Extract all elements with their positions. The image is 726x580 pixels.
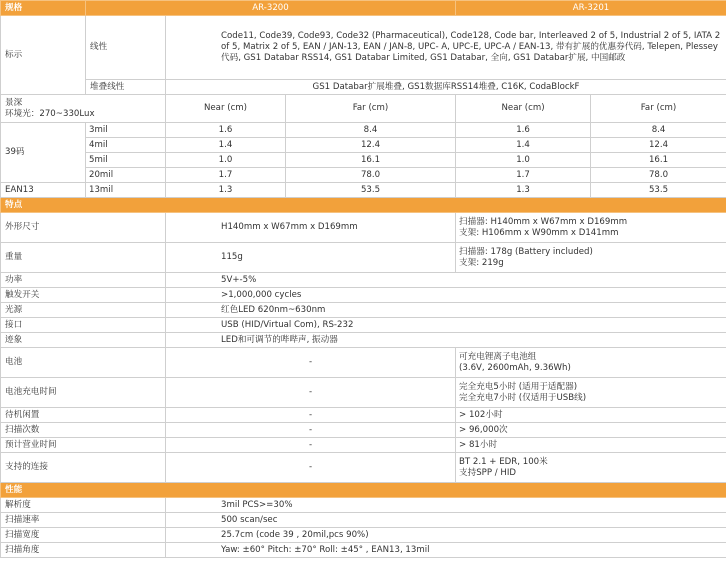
a-far-header: Far (cm) [286,95,456,123]
feature-value-b-line: 可充电锂离子电池组 [459,351,537,362]
feature-label: 预计营业时间 [1,438,166,453]
b-far-header: Far (cm) [591,95,726,123]
a-near: 1.0 [166,153,286,168]
feature-label: 触发开关 [1,288,166,303]
feature-value-b-line: 扫描器: H140mm x W67mm x D169mm [459,216,628,227]
feature-label: 功率 [1,273,166,288]
table-row [1,273,726,288]
performance-value: 3mil PCS>=30% [166,498,726,513]
table-row [1,423,726,438]
feature-value-a: - [166,438,456,453]
feature-value-b [456,348,726,378]
b-far: 8.4 [591,123,726,138]
table-row [1,378,726,408]
table-row [1,333,726,348]
resolution: 4mil [86,138,166,153]
table-row [1,543,726,558]
feature-value-b-line: 完全充电7小时 (仅适用于USB线) [459,392,587,403]
depth-group-ean13: EAN13 [1,183,86,198]
feature-value-b-line: 支持SPP / HID [459,467,517,478]
b-far: 16.1 [591,153,726,168]
b-near: 1.3 [456,183,591,198]
table-row [1,348,726,378]
table-row [1,138,726,153]
feature-value-b: > 102小时 [456,408,726,423]
symbology-stacked-row [1,80,726,95]
performance-value: 25.7cm (code 39 , 20mil,pcs 90%) [166,528,726,543]
b-far: 12.4 [591,138,726,153]
table-row [1,243,726,273]
a-near: 1.4 [166,138,286,153]
linear-codes: Code11, Code39, Code93, Code32 (Pharmaceutical), Code128, Code bar, Interleaved 2 of 5, Industrial 2 of 5, IATA 2 of 5, Matrix 2 of 5, EAN / JAN-13, EAN / JAN-8, UPC- A, UPC-E, UPC-A / EAN-13, 带有扩展的优惠券代码, Telepen, Plessey代码, GS1 Databar RSS14, GS1 Databar Limited, GS1 Databar, 全向, GS1 Databar扩展, 中国邮政 [166,16,726,80]
model-b-header: AR-3201 [456,1,726,16]
feature-value-b-line: (3.6V, 2600mAh, 9.36Wh) [459,362,571,373]
feature-label: 待机闲置 [1,408,166,423]
feature-label: 支持的连接 [1,453,166,483]
a-near: 1.6 [166,123,286,138]
a-far: 16.1 [286,153,456,168]
a-far: 78.0 [286,168,456,183]
linear-label: 线性 [86,16,166,80]
features-header-row [1,198,726,213]
b-far: 78.0 [591,168,726,183]
table-row [1,318,726,333]
feature-value-b [456,453,726,483]
features-section-title: 特点 [1,198,726,213]
feature-value-b [456,378,726,408]
performance-label: 扫描宽度 [1,528,166,543]
table-row [1,408,726,423]
feature-value: >1,000,000 cycles [166,288,726,303]
a-near: 1.3 [166,183,286,198]
feature-value-b [456,213,726,243]
table-row [1,498,726,513]
feature-value: USB (HID/Virtual Com), RS-232 [166,318,726,333]
feature-value-b [456,243,726,273]
model-a-header: AR-3200 [86,1,456,16]
b-near-header: Near (cm) [456,95,591,123]
feature-value-b: > 96,000次 [456,423,726,438]
feature-value-a: H140mm x W67mm x D169mm [166,213,456,243]
table-row [1,528,726,543]
table-row [1,168,726,183]
feature-value-a: - [166,378,456,408]
performance-value: Yaw: ±60° Pitch: ±70° Roll: ±45° , EAN13, 13mil [166,543,726,558]
feature-value-a: - [166,423,456,438]
feature-value-b-line: 支架: 219g [459,257,504,268]
feature-value-a: - [166,348,456,378]
symbology-label: 标示 [1,16,86,95]
performance-label: 解析度 [1,498,166,513]
a-far: 53.5 [286,183,456,198]
feature-label: 光源 [1,303,166,318]
table-row [1,438,726,453]
a-far: 12.4 [286,138,456,153]
feature-value-a: 115g [166,243,456,273]
performance-label: 扫描角度 [1,543,166,558]
depth-group-code39: 39码 [1,123,86,183]
feature-value-a: - [166,453,456,483]
feature-value-b-line: BT 2.1 + EDR, 100米 [459,456,548,467]
a-far: 8.4 [286,123,456,138]
stacked-codes: GS1 Databar扩展堆叠, GS1数据库RSS14堆叠, C16K, CodaBlockF [166,80,726,95]
feature-value: LED和可调节的哔哔声, 振动器 [166,333,726,348]
table-row [1,453,726,483]
ambient-light-label: 环境光：270~330Lux [5,108,95,119]
b-near: 1.4 [456,138,591,153]
feature-value-b-line: 支架: H106mm x W90mm x D141mm [459,227,619,238]
depth-header-row [1,95,726,123]
a-near: 1.7 [166,168,286,183]
feature-label: 电池 [1,348,166,378]
feature-value-b-line: 完全充电5小时 (适用于适配器) [459,381,578,392]
symbology-linear-row [1,16,726,80]
table-row [1,183,726,198]
feature-label: 迹象 [1,333,166,348]
b-near: 1.6 [456,123,591,138]
a-near-header: Near (cm) [166,95,286,123]
feature-value: 5V+-5% [166,273,726,288]
depth-label: 景深 [5,97,23,108]
depth-label-cell [1,95,166,123]
feature-value-a: - [166,408,456,423]
b-far: 53.5 [591,183,726,198]
b-near: 1.0 [456,153,591,168]
table-row [1,303,726,318]
header-row [1,1,726,16]
resolution: 3mil [86,123,166,138]
table-row [1,288,726,303]
performance-label: 扫描速率 [1,513,166,528]
table-row [1,213,726,243]
resolution: 13mil [86,183,166,198]
resolution: 5mil [86,153,166,168]
feature-label: 扫描次数 [1,423,166,438]
feature-label: 电池充电时间 [1,378,166,408]
feature-value-b: > 81小时 [456,438,726,453]
performance-header-row [1,483,726,498]
feature-label: 外形尺寸 [1,213,166,243]
performance-value: 500 scan/sec [166,513,726,528]
feature-value: 红色LED 620nm~630nm [166,303,726,318]
performance-section-title: 性能 [1,483,726,498]
feature-label: 重量 [1,243,166,273]
stacked-label: 堆叠线性 [86,80,166,95]
table-row [1,123,726,138]
feature-label: 接口 [1,318,166,333]
resolution: 20mil [86,168,166,183]
table-row [1,513,726,528]
feature-value-b-line: 扫描器: 178g (Battery included) [459,246,593,257]
spec-section-title: 规格 [1,1,86,16]
table-row [1,153,726,168]
b-near: 1.7 [456,168,591,183]
